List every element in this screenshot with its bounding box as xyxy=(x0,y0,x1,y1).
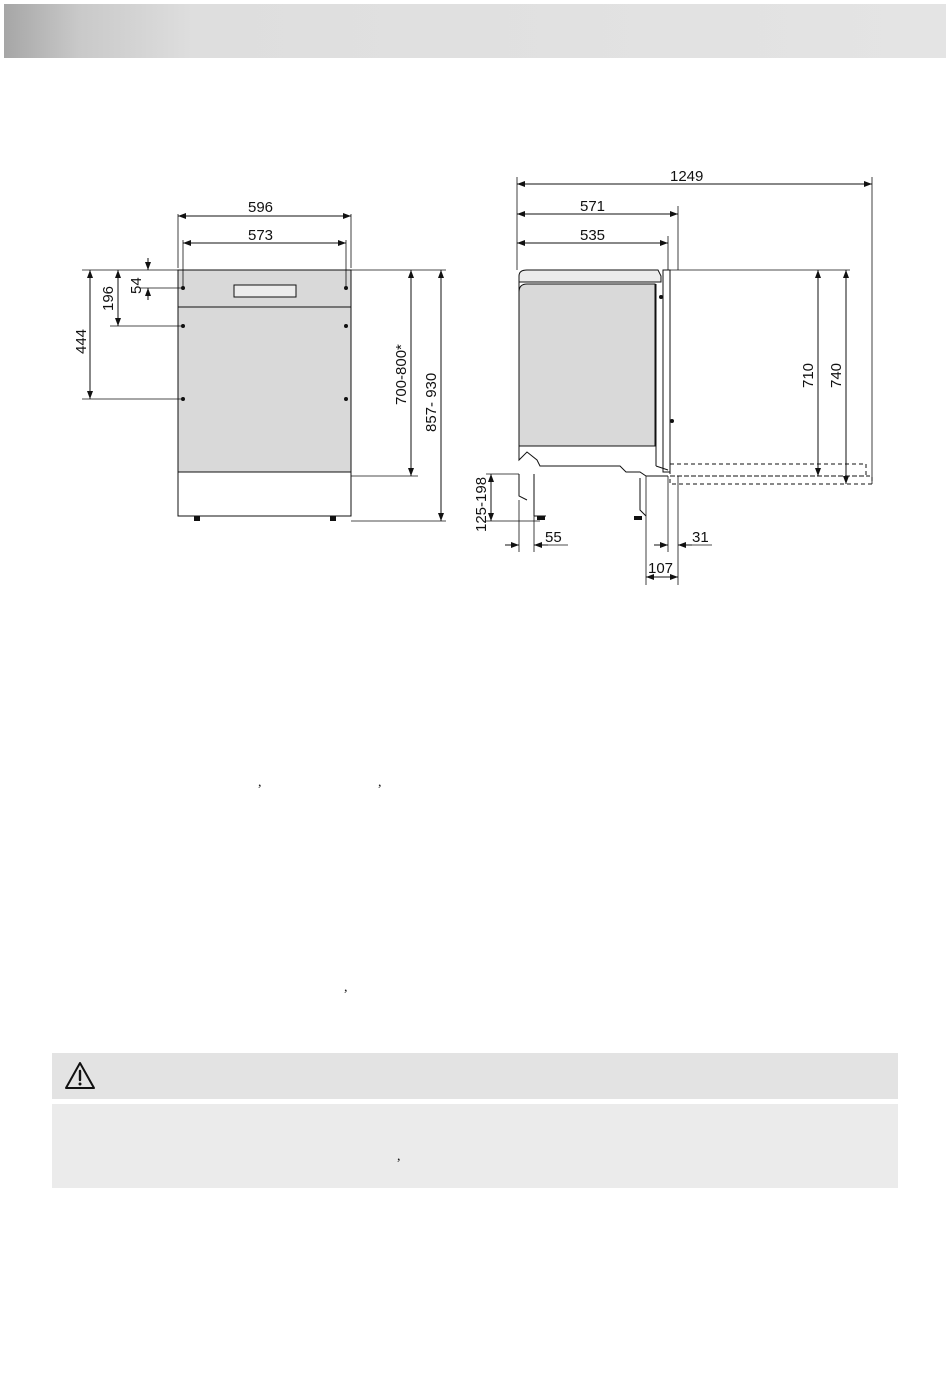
warning-header xyxy=(52,1053,898,1099)
dim-55: 55 xyxy=(545,529,562,546)
dim-573: 573 xyxy=(248,227,274,244)
dim-444: 444 xyxy=(73,328,90,354)
dim-535: 535 xyxy=(580,227,606,244)
dim-31: 31 xyxy=(692,529,709,546)
dim-710: 710 xyxy=(800,362,817,388)
dim-125-198: 125-198 xyxy=(473,476,490,532)
dim-571: 571 xyxy=(580,198,606,215)
dim-196: 196 xyxy=(100,285,117,311)
front-plinth xyxy=(178,472,351,516)
side-view xyxy=(473,168,872,585)
dim-1249: 1249 xyxy=(670,168,704,185)
text-fragment: , xyxy=(258,775,262,790)
dim-596: 596 xyxy=(248,199,274,216)
dim-700-800: 700-800* xyxy=(393,344,410,405)
front-view xyxy=(73,199,446,521)
warning-triangle-icon xyxy=(64,1061,96,1091)
open-door-outline xyxy=(670,464,866,476)
dim-857-930: 857- 930 xyxy=(423,372,440,432)
dim-54: 54 xyxy=(128,277,145,294)
control-display xyxy=(234,285,296,297)
side-body xyxy=(519,284,655,446)
side-door xyxy=(663,270,670,472)
text-fragment: , xyxy=(344,980,348,995)
text-fragment: , xyxy=(378,775,382,790)
warning-body xyxy=(52,1104,898,1188)
text-fragment: , xyxy=(397,1149,401,1164)
dim-107: 107 xyxy=(648,560,674,577)
dim-740: 740 xyxy=(828,362,845,388)
